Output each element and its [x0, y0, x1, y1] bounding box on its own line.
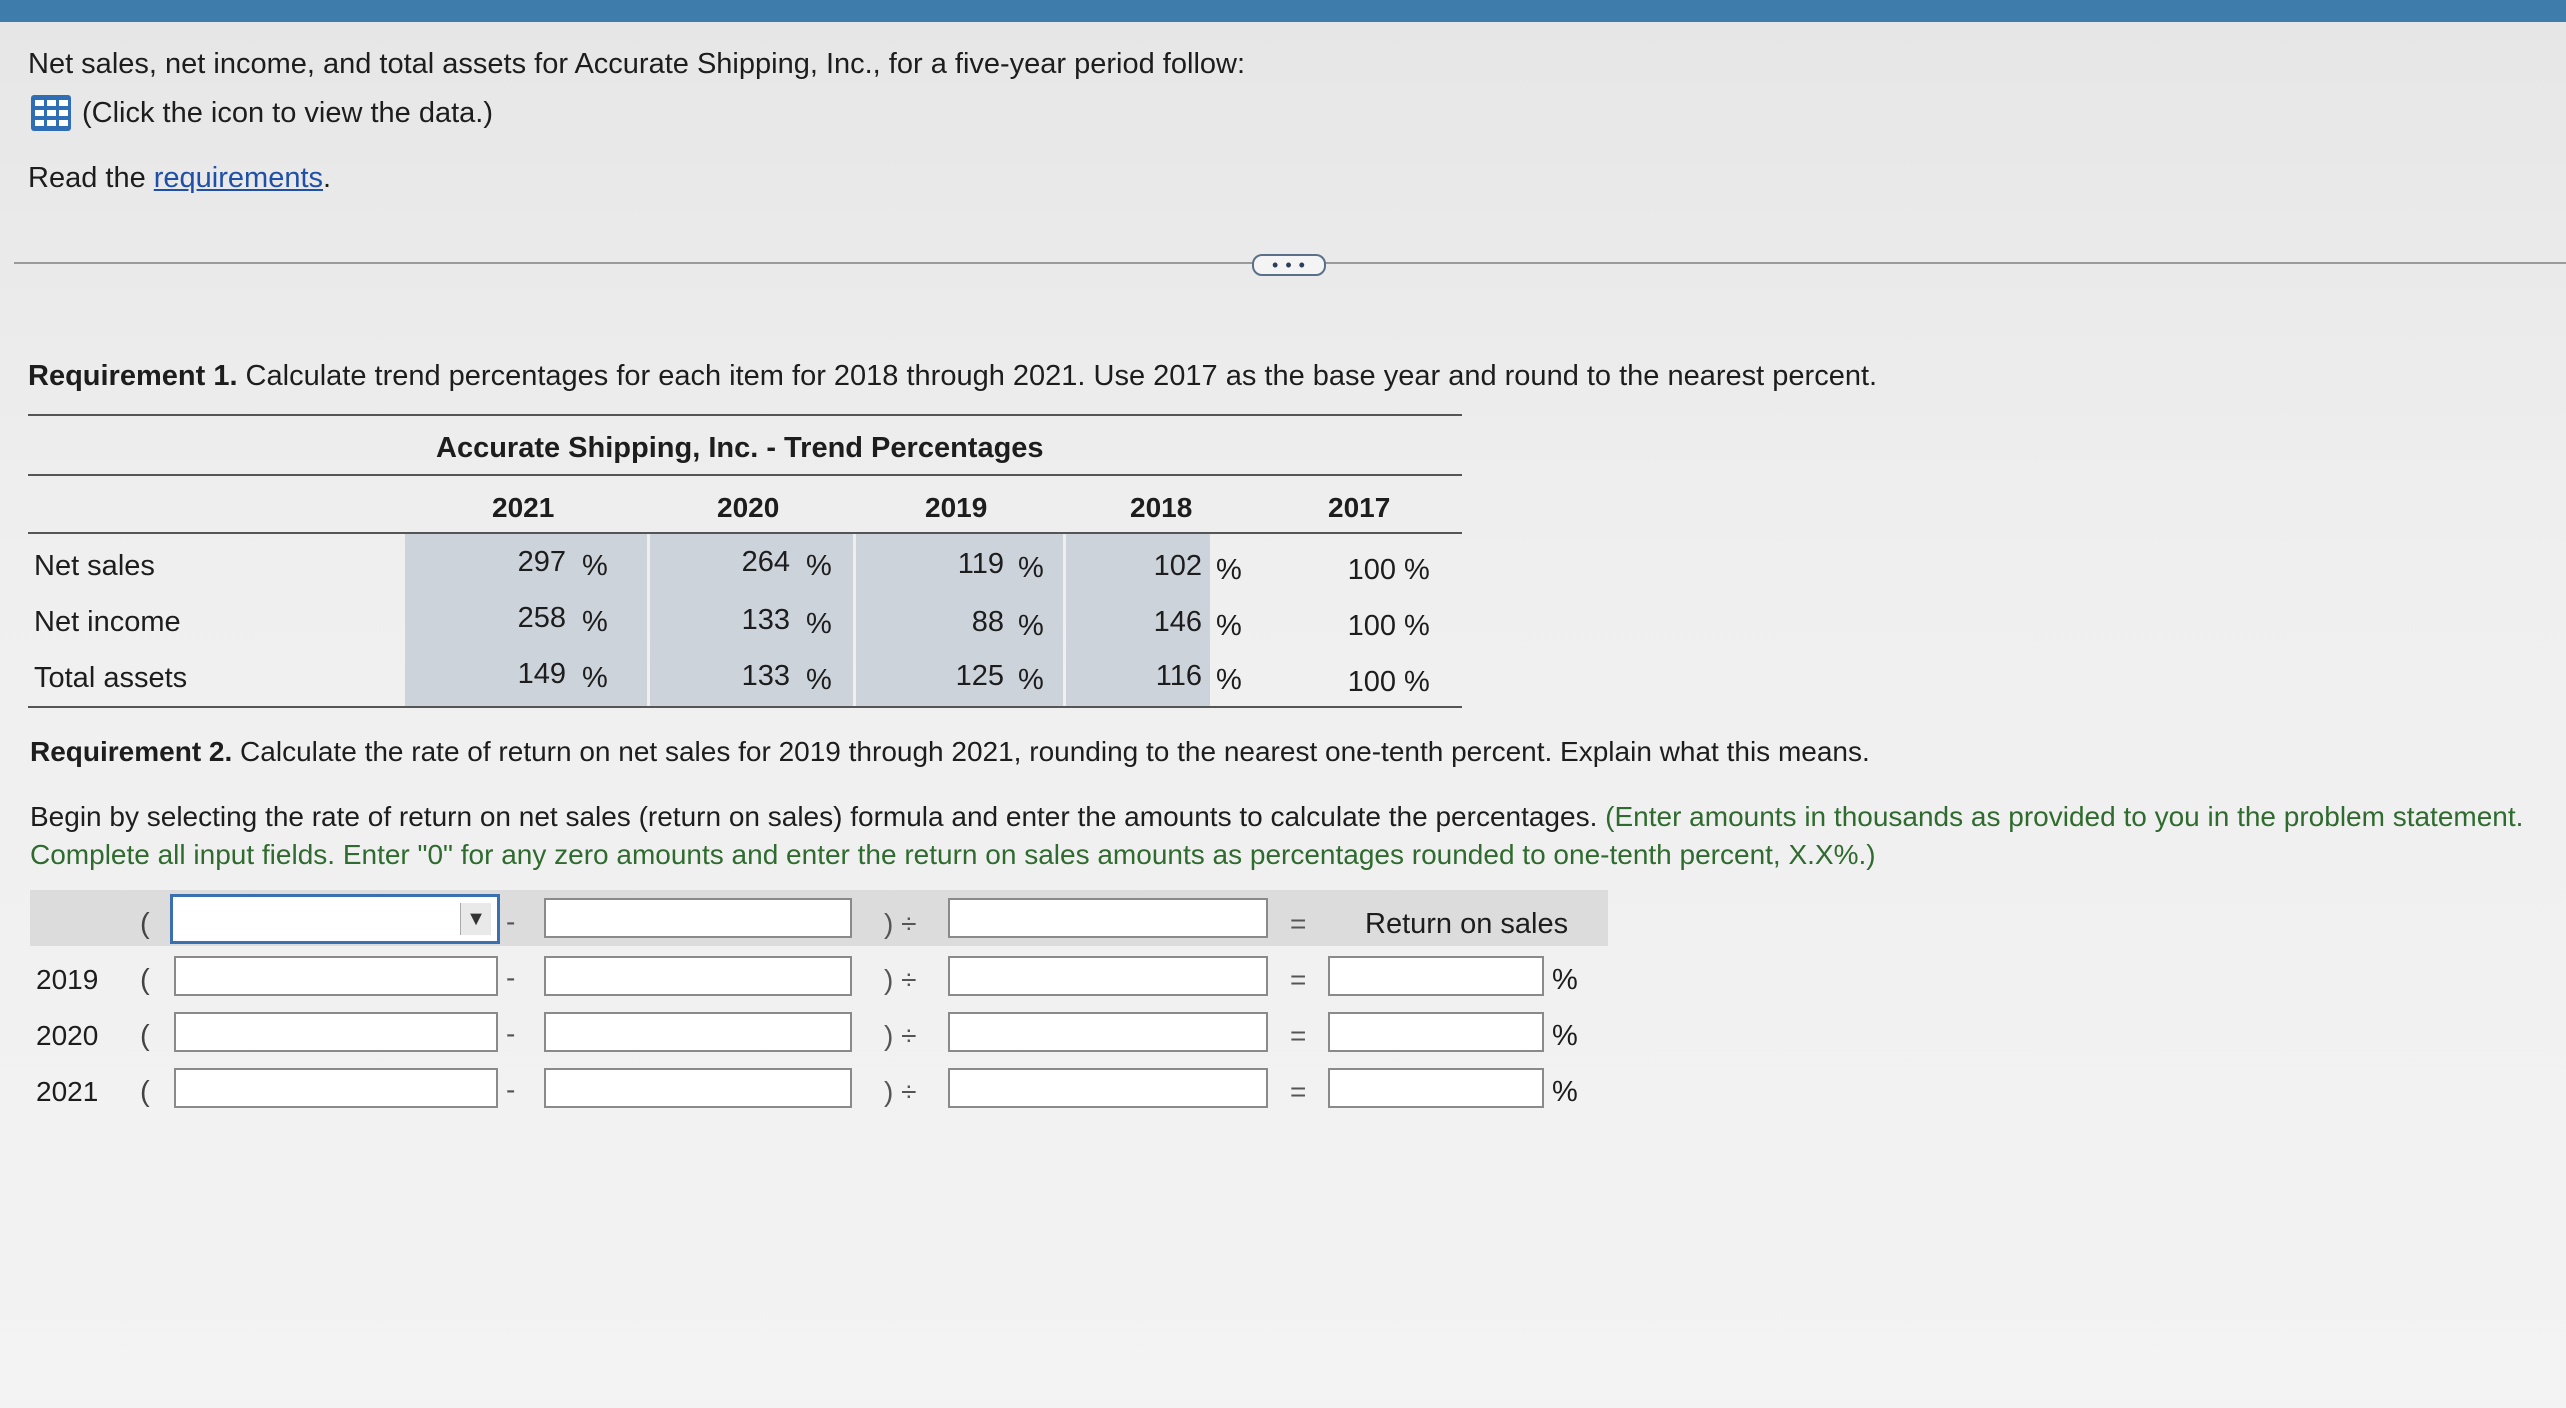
year-label-2020: 2020 [36, 1020, 99, 1051]
pct-sign: % [582, 550, 608, 582]
open-paren: ( [140, 1076, 150, 1108]
instructions-text: Begin by selecting the rate of return on net sales (return on sales) formula and enter the amounts to calculate the percentages. [30, 801, 1606, 832]
pct-sign: % [1404, 554, 1430, 586]
top-bar [0, 0, 2566, 22]
formula-subtrahend-select[interactable] [544, 898, 852, 938]
pct-sign: % [1216, 554, 1242, 586]
trend-value: 125 [955, 660, 1004, 692]
pct-sign: % [1404, 666, 1430, 698]
return-input-2021[interactable] [1328, 1068, 1544, 1108]
view-data-label[interactable]: (Click the icon to view the data.) [82, 96, 494, 129]
requirement-1 [28, 360, 1877, 393]
trend-value: 100 [1347, 610, 1396, 642]
instructions-hint: (Enter amounts in thousands as provided to you in the problem statement. Complete all input fields. Enter "0" for any zero amounts and enter the return on sales amounts as percentages rounded to one-tenth percent, X.X%.) [30, 801, 2524, 870]
amount-input-2021-a[interactable] [174, 1068, 498, 1108]
pct-sign: % [806, 550, 832, 582]
row-label-net-sales: Net sales [34, 550, 155, 582]
trend-value: 133 [741, 604, 790, 636]
table-bottom-rule [28, 706, 1462, 708]
trend-value: 264 [741, 546, 790, 578]
equals-sign: = [1290, 908, 1307, 939]
amount-input-2020-a[interactable] [174, 1012, 498, 1052]
year-header-2021: 2021 [492, 492, 555, 523]
amount-input-2020-b[interactable] [544, 1012, 852, 1052]
amount-input-2019-b[interactable] [544, 956, 852, 996]
amount-input-2020-c[interactable] [948, 1012, 1268, 1052]
intro-text: Net sales, net income, and total assets for Accurate Shipping, Inc., for a five-year period follow: [28, 48, 1246, 80]
open-paren: ( [140, 1020, 150, 1052]
trend-value: 133 [741, 660, 790, 692]
minus-sign: - [506, 906, 516, 937]
pct-sign: % [806, 608, 832, 640]
formula-numerator-select[interactable] [170, 894, 500, 944]
read-requirements [28, 162, 331, 195]
requirements-link[interactable]: requirements [153, 162, 324, 194]
minus-sign: - [506, 962, 516, 993]
expand-button[interactable]: • • • [1252, 254, 1326, 276]
close-paren-divide: ) ÷ [884, 964, 917, 995]
amount-input-2021-b[interactable] [544, 1068, 852, 1108]
year-header-2018: 2018 [1130, 492, 1193, 523]
pct-sign: % [1216, 610, 1242, 642]
requirement-1-text: Calculate trend percentages for each item for 2018 through 2021. Use 2017 as the base year and round to the nearest percent. [237, 360, 1878, 392]
row-label-net-income: Net income [34, 606, 181, 638]
amount-input-2019-c[interactable] [948, 956, 1268, 996]
close-paren-divide: ) ÷ [884, 1076, 917, 1107]
minus-sign: - [506, 1018, 516, 1049]
pct-sign: % [582, 662, 608, 694]
equals-sign: = [1290, 1076, 1307, 1107]
formula-denominator-select[interactable] [948, 898, 1268, 938]
read-prefix: Read the [28, 162, 154, 194]
requirement-2-text: Calculate the rate of return on net sales for 2019 through 2021, rounding to the nearest one-tenth percent. Explain what this means. [232, 736, 1870, 767]
view-data-link[interactable] [30, 94, 493, 132]
chevron-down-icon[interactable]: ▼ [460, 903, 491, 935]
return-input-2020[interactable] [1328, 1012, 1544, 1052]
return-input-2019[interactable] [1328, 956, 1544, 996]
year-label-2021: 2021 [36, 1076, 99, 1107]
return-on-sales-label: Return on sales [1365, 908, 1569, 940]
minus-sign: - [506, 1074, 516, 1105]
equals-sign: = [1290, 1020, 1307, 1051]
close-paren-divide: ) ÷ [884, 908, 917, 939]
trend-value: 119 [957, 548, 1004, 580]
trend-table-title-text: Accurate Shipping, Inc. - Trend Percentages [436, 432, 1044, 464]
trend-value: 102 [1153, 550, 1202, 582]
pct-sign: % [806, 664, 832, 696]
instructions [30, 798, 2530, 874]
pct-sign: % [1018, 664, 1044, 696]
year-header-2020: 2020 [717, 492, 780, 523]
trend-value: 100 [1347, 554, 1396, 586]
amount-input-2019-a[interactable] [174, 956, 498, 996]
close-paren-divide: ) ÷ [884, 1020, 917, 1051]
pct-sign: % [1216, 664, 1242, 696]
trend-value: 149 [517, 658, 566, 690]
row-label-total-assets: Total assets [34, 662, 188, 694]
open-paren: ( [140, 964, 150, 996]
pct-sign: % [1552, 1020, 1578, 1052]
pct-sign: % [1018, 552, 1044, 584]
trend-value: 88 [971, 606, 1004, 638]
requirement-2-label: Requirement 2. [30, 736, 233, 767]
year-header-2017: 2017 [1328, 492, 1391, 523]
requirement-1-label: Requirement 1. [28, 360, 238, 392]
pct-sign: % [1552, 964, 1578, 996]
equals-sign: = [1290, 964, 1307, 995]
read-suffix: . [323, 162, 332, 194]
pct-sign: % [1404, 610, 1430, 642]
open-paren: ( [140, 908, 150, 940]
pct-sign: % [582, 606, 608, 638]
data-table-icon[interactable] [30, 94, 72, 132]
table-top-rule [28, 414, 1462, 416]
pct-sign: % [1018, 610, 1044, 642]
table-title-rule [28, 474, 1462, 476]
requirement-2 [30, 736, 1870, 768]
year-header-2019: 2019 [925, 492, 988, 523]
amount-input-2021-c[interactable] [948, 1068, 1268, 1108]
trend-value: 258 [517, 602, 566, 634]
year-label-2019: 2019 [36, 964, 99, 995]
trend-value: 100 [1347, 666, 1396, 698]
pct-sign: % [1552, 1076, 1578, 1108]
trend-value: 297 [517, 546, 566, 578]
trend-value: 116 [1155, 660, 1202, 692]
trend-value: 146 [1153, 606, 1202, 638]
